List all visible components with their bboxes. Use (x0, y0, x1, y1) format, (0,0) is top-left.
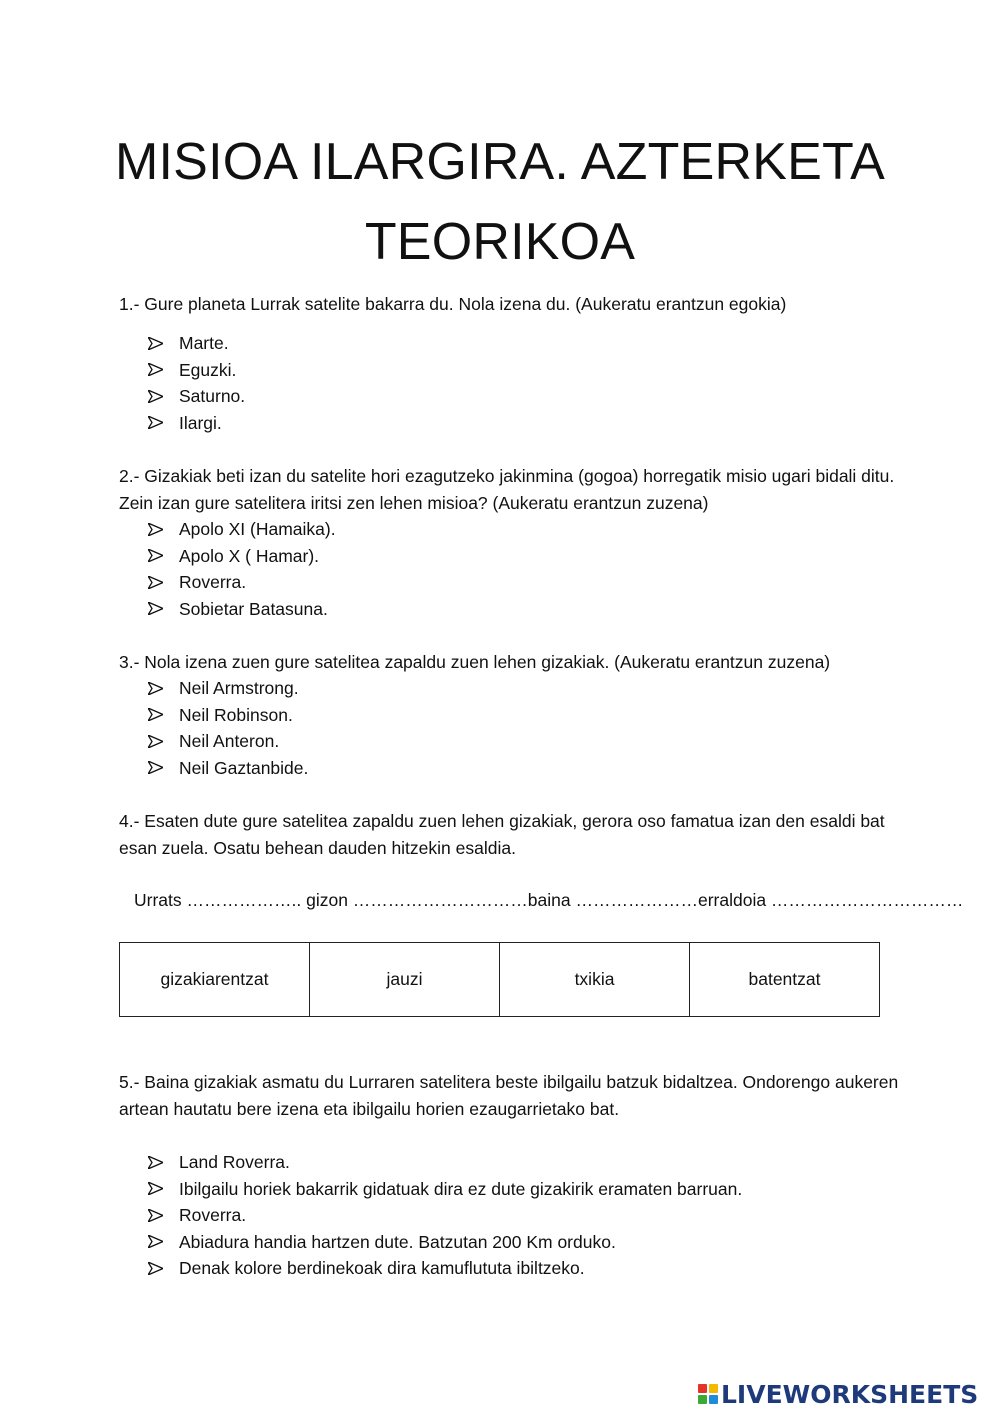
option-label: Land Roverra. (179, 1152, 290, 1172)
option-label: Saturno. (179, 386, 246, 406)
option[interactable] (148, 1229, 742, 1256)
arrow-bullet-icon (148, 416, 179, 429)
option[interactable] (148, 1255, 742, 1282)
arrow-bullet-icon (148, 1235, 179, 1248)
option[interactable] (148, 675, 308, 702)
arrow-bullet-icon (148, 363, 179, 376)
option[interactable] (148, 1149, 742, 1176)
arrow-bullet-icon (148, 390, 179, 403)
logo-mark-icon (698, 1384, 718, 1404)
option[interactable] (148, 543, 336, 570)
option-label: Neil Gaztanbide. (179, 757, 309, 778)
option[interactable] (148, 383, 245, 410)
option-label: Sobietar Batasuna. (179, 598, 328, 619)
logo-text: LIVEWORKSHEETS (721, 1379, 979, 1409)
arrow-bullet-icon (148, 708, 179, 721)
option[interactable] (148, 596, 336, 623)
question-1-text: 1.- Gure planeta Lurrak satelite bakarra du. Nola izena du. (Aukeratu erantzun egokia) (119, 294, 787, 314)
arrow-bullet-icon (148, 549, 179, 562)
fill-in-sentence[interactable]: Urrats ……………….. gizon …………………………baina …………………erraldoia …………………………… (134, 890, 964, 910)
option[interactable] (148, 702, 308, 729)
word-bank-item[interactable]: jauzi (310, 943, 500, 1017)
arrow-bullet-icon (148, 337, 179, 350)
word-bank-item[interactable]: gizakiarentzat (120, 943, 310, 1017)
liveworksheets-logo[interactable] (698, 1379, 978, 1409)
option-label: Roverra. (179, 572, 247, 592)
option[interactable] (148, 569, 336, 596)
option-label: Ilargi. (179, 412, 222, 433)
question-2-text: 2.- Gizakiak beti izan du satelite hori ezagutzeko jakinmina (gogoa) horregatik misio ugari bidali ditu. Zein izan gure satelitera iritsi zen lehen misioa? (Aukeratu erantzun zuzena) (119, 466, 895, 513)
question-5-options (148, 1149, 742, 1282)
option[interactable] (148, 516, 336, 543)
question-2-options (148, 516, 336, 622)
arrow-bullet-icon (148, 523, 179, 536)
option[interactable] (148, 1176, 742, 1203)
option[interactable] (148, 728, 308, 755)
option-label: Marte. (179, 333, 229, 353)
question-1-options (148, 330, 245, 436)
option-label: Neil Armstrong. (179, 678, 299, 698)
arrow-bullet-icon (148, 682, 179, 695)
option-label: Neil Robinson. (179, 704, 293, 725)
arrow-bullet-icon (148, 1209, 179, 1222)
option-label: Apolo X ( Hamar). (179, 545, 320, 566)
arrow-bullet-icon (148, 1262, 179, 1275)
arrow-bullet-icon (148, 761, 179, 774)
question-5-text: 5.- Baina gizakiak asmatu du Lurraren satelitera beste ibilgailu batzuk bidaltzea. Ondorengo aukeren artean hautatu bere izena eta ibilgailu horien ezaugarrietako bat. (119, 1072, 899, 1119)
question-3-text: 3.- Nola izena zuen gure satelitea zapaldu zuen lehen gizakiak. (Aukeratu erantzun zuzena) (119, 652, 831, 672)
option-label: Roverra. (179, 1205, 247, 1225)
option[interactable] (148, 330, 245, 357)
arrow-bullet-icon (148, 1156, 179, 1169)
question-3-options (148, 675, 308, 781)
page-title: MISIOA ILARGIRA. AZTERKETA TEORIKOA (115, 133, 885, 271)
option[interactable] (148, 755, 308, 782)
option[interactable] (148, 357, 245, 384)
arrow-bullet-icon (148, 1182, 179, 1195)
arrow-bullet-icon (148, 602, 179, 615)
option-label: Apolo XI (Hamaika). (179, 519, 336, 539)
word-bank-item[interactable]: batentzat (690, 943, 880, 1017)
option-label: Abiadura handia hartzen dute. Batzutan 200 Km orduko. (179, 1231, 616, 1252)
option[interactable] (148, 1202, 742, 1229)
option-label: Ibilgailu horiek bakarrik gidatuak dira ez dute gizakirik eramaten barruan. (179, 1178, 743, 1199)
question-4-text: 4.- Esaten dute gure satelitea zapaldu zuen lehen gizakiak, gerora oso famatua izan den esaldi bat esan zuela. Osatu behean dauden hitzekin esaldia. (119, 811, 885, 858)
arrow-bullet-icon (148, 576, 179, 589)
option-label: Eguzki. (179, 359, 237, 380)
arrow-bullet-icon (148, 735, 179, 748)
option-label: Neil Anteron. (179, 731, 280, 751)
word-bank-table (119, 942, 880, 1017)
option-label: Denak kolore berdinekoak dira kamuflututa ibiltzeko. (179, 1258, 585, 1278)
word-bank-item[interactable]: txikia (500, 943, 690, 1017)
option[interactable] (148, 410, 245, 437)
